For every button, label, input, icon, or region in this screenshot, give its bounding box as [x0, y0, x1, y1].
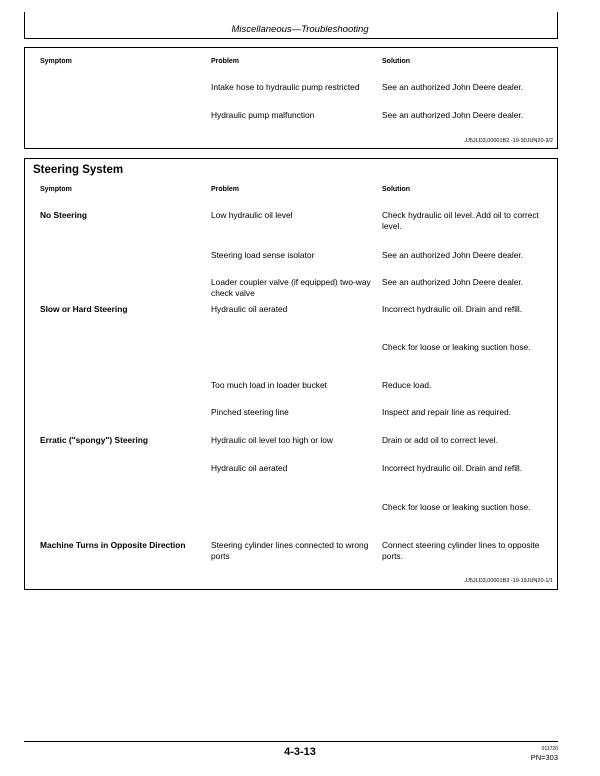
- problem-cell: Steering load sense isolator: [211, 250, 315, 260]
- column-header-symptom: Symptom: [40, 186, 72, 193]
- page-number: 4-3-13: [284, 746, 316, 758]
- problem-cell: Low hydraulic oil level: [211, 210, 293, 220]
- column-header-solution: Solution: [382, 58, 410, 65]
- symptom-cell: Erratic ("spongy") Steering: [40, 435, 148, 445]
- footer-pn: PN=303: [530, 753, 558, 762]
- problem-cell: Too much load in loader bucket: [211, 380, 327, 390]
- solution-cell: See an authorized John Deere dealer.: [382, 250, 524, 260]
- problem-cell: Steering cylinder lines connected to wrong ports: [211, 540, 369, 561]
- problem-cell: Hydraulic oil level too high or low: [211, 435, 333, 445]
- column-header-symptom: Symptom: [40, 58, 72, 65]
- solution-cell: See an authorized John Deere dealer.: [382, 110, 524, 120]
- solution-cell: Reduce load.: [382, 380, 432, 390]
- section-title: Steering System: [33, 164, 124, 176]
- problem-cell: Hydraulic pump malfunction: [211, 110, 315, 120]
- solution-cell: Incorrect hydraulic oil. Drain and refill.: [382, 463, 523, 473]
- symptom-cell: Machine Turns in Opposite Direction: [40, 540, 186, 550]
- solution-cell: Check for loose or leaking suction hose.: [382, 342, 531, 352]
- solution-cell: Drain or add oil to correct level.: [382, 435, 498, 445]
- solution-cell: Inspect and repair line as required.: [382, 407, 511, 417]
- column-header-solution: Solution: [382, 186, 410, 193]
- column-header-problem: Problem: [211, 58, 240, 65]
- problem-cell: Pinched steering line: [211, 407, 289, 417]
- reference-code: JJ5JLD3,00001B3 -19-19JUN20-1/1: [464, 578, 553, 584]
- reference-code: JJ5JLD3,00001B2 -19-30JUN20-3/2: [464, 138, 553, 144]
- footer-small-code: 011720: [541, 746, 558, 752]
- problem-cell: Loader coupler valve (if equipped) two-way check valve: [211, 277, 371, 298]
- problem-cell: Intake hose to hydraulic pump restricted: [211, 82, 360, 92]
- footer-rule: [24, 741, 558, 742]
- solution-cell: See an authorized John Deere dealer.: [382, 277, 524, 287]
- problem-cell: Hydraulic oil aerated: [211, 463, 288, 473]
- column-header-problem: Problem: [211, 186, 240, 193]
- problem-cell: Hydraulic oil aerated: [211, 304, 288, 314]
- header-right-rule: [557, 12, 558, 38]
- page-header-title: Miscellaneous—Troubleshooting: [231, 24, 369, 35]
- solution-cell: Check hydraulic oil level. Add oil to correct level.: [382, 210, 539, 231]
- solution-cell: Incorrect hydraulic oil. Drain and refill.: [382, 304, 523, 314]
- solution-cell: See an authorized John Deere dealer.: [382, 82, 524, 92]
- symptom-cell: No Steering: [40, 210, 87, 220]
- header-left-rule: [24, 12, 25, 38]
- header-bottom-rule: [24, 38, 558, 39]
- solution-cell: Check for loose or leaking suction hose.: [382, 502, 531, 512]
- troubleshooting-table-continued: [24, 47, 558, 149]
- symptom-cell: Slow or Hard Steering: [40, 304, 128, 314]
- solution-cell: Connect steering cylinder lines to opposite ports.: [382, 540, 540, 561]
